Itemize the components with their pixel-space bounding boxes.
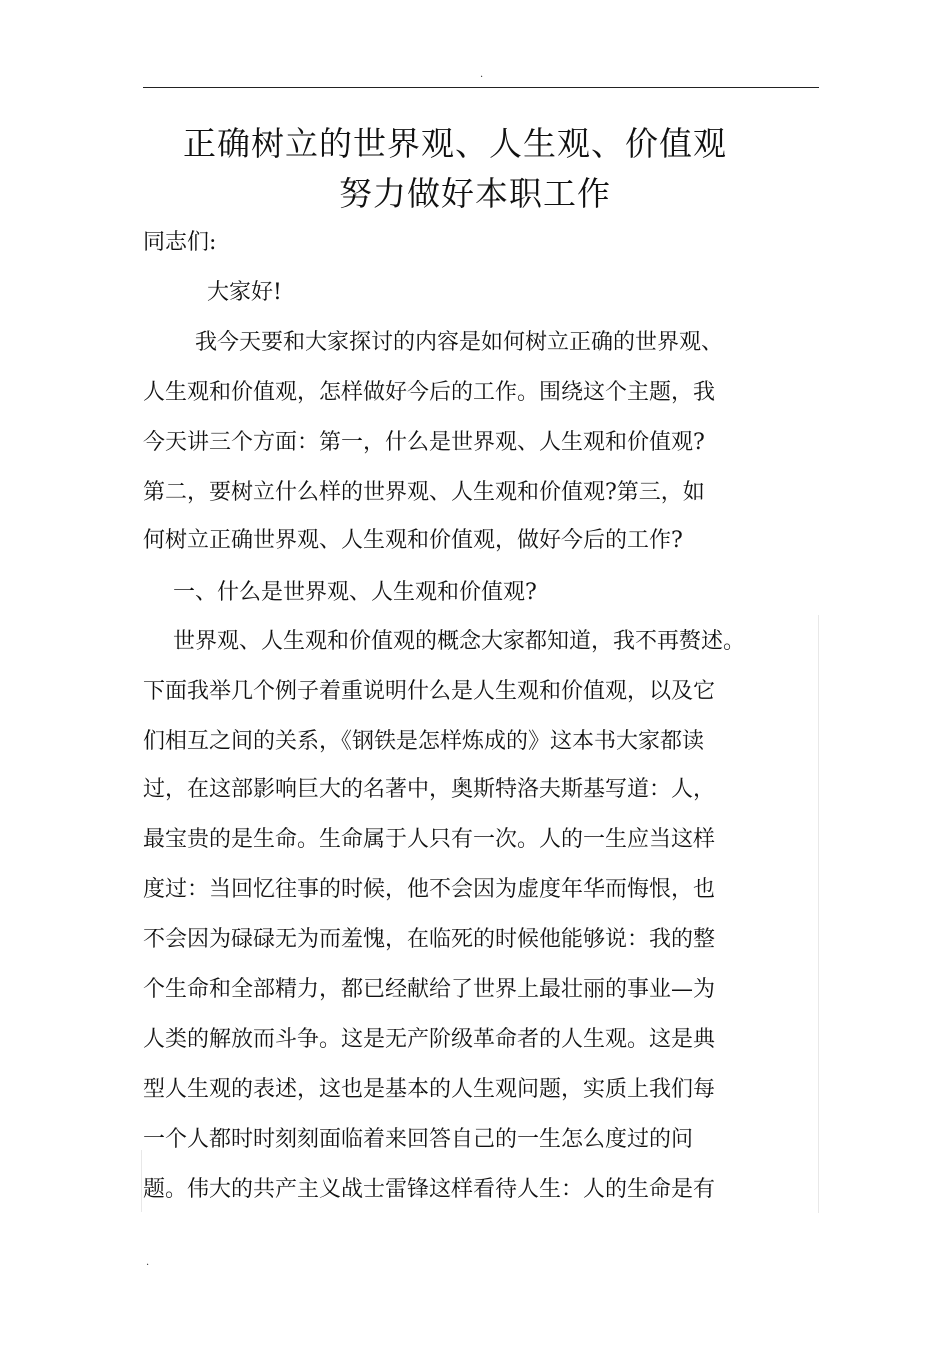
body-line: 不会因为碌碌无为而羞愧，在临死的时候他能够说：我的整 xyxy=(143,927,716,952)
body-line: 过，在这部影响巨大的名著中，奥斯特洛夫斯基写道：人， xyxy=(143,777,716,802)
body-line: 个生命和全部精力，都已经献给了世界上最壮丽的事业—为 xyxy=(143,977,716,1002)
document-title-line-2: 努力做好本职工作 xyxy=(339,174,611,213)
body-line: 型人生观的表述，这也是基本的人生观问题，实质上我们每 xyxy=(143,1077,716,1102)
body-line: 题。伟大的共产主义战士雷锋这样看待人生：人的生命是有 xyxy=(143,1177,716,1202)
intro-line: 今天讲三个方面：第一，什么是世界观、人生观和价值观? xyxy=(143,430,705,455)
body-line: 度过：当回忆往事的时候，他不会因为虚度年华而悔恨，也 xyxy=(143,877,716,902)
body-line: 世界观、人生观和价值观的概念大家都知道，我不再赘述。 xyxy=(173,629,746,654)
body-line: 人类的解放而斗争。这是无产阶级革命者的人生观。这是典 xyxy=(143,1027,716,1052)
intro-line: 我今天要和大家探讨的内容是如何树立正确的世界观、 xyxy=(195,330,724,355)
salutation: 同志们: xyxy=(143,230,217,255)
document-title-line-1: 正确树立的世界观、人生观、价值观 xyxy=(183,124,727,163)
scan-frame-edge xyxy=(818,615,819,1213)
intro-line: 人生观和价值观，怎样做好今后的工作。围绕这个主题，我 xyxy=(143,380,716,405)
intro-line: 何树立正确世界观、人生观和价值观，做好今后的工作? xyxy=(143,528,683,553)
body-line: 一个人都时时刻刻面临着来回答自己的一生怎么度过的问 xyxy=(143,1127,694,1152)
greeting: 大家好! xyxy=(207,280,282,305)
header-rule xyxy=(143,87,819,88)
intro-line: 第二，要树立什么样的世界观、人生观和价值观?第三，如 xyxy=(143,480,705,505)
body-line: 下面我举几个例子着重说明什么是人生观和价值观，以及它 xyxy=(143,679,716,704)
body-line: 最宝贵的是生命。生命属于人只有一次。人的一生应当这样 xyxy=(143,827,716,852)
header-mark: . xyxy=(480,69,484,80)
body-line: 们相互之间的关系，《钢铁是怎样炼成的》这本书大家都读 xyxy=(143,729,705,754)
scan-frame-edge xyxy=(141,1150,142,1212)
footer-mark: . xyxy=(146,1257,150,1268)
section-heading: 一、什么是世界观、人生观和价值观? xyxy=(173,580,537,605)
